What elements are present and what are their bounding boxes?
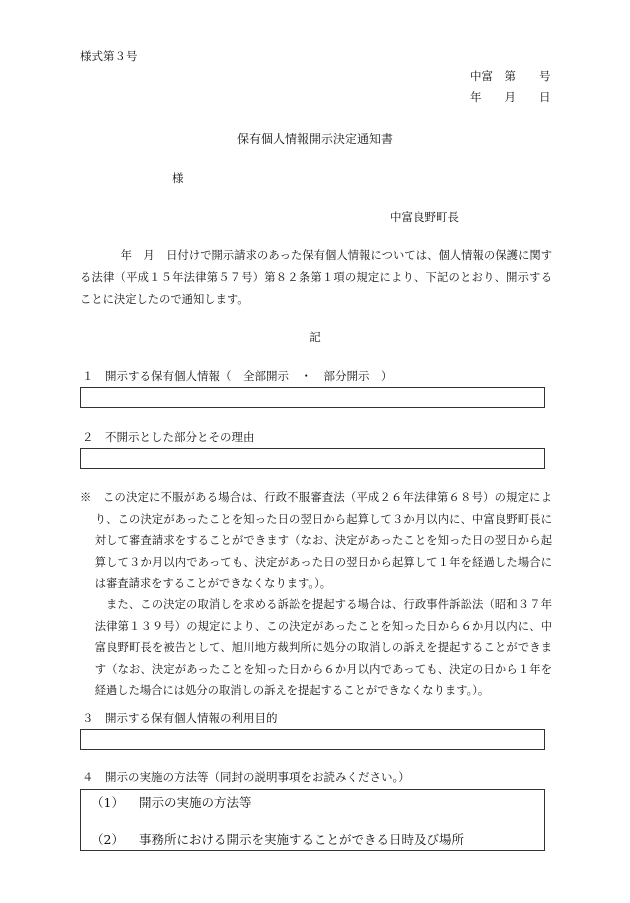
lawsuit-notice: また、この決定の取消しを求める訴訟を提起する場合は、行政事件訴訟法（昭和３７年法律第１３９号）の規定により、この決定があったことを知った日から６か月以内に、中富良野町長を被告として、旭川地方裁判所に処分の取消しの訴えを提起することができます（なお、決定があったことを知った日から６か月以内であっても、決定の日から１年を経過した場合には処分の取消しの訴えを提起することができなくなります。）。 — [94, 598, 552, 697]
section-4-item — [91, 795, 252, 810]
section-4-field[interactable] — [80, 789, 545, 851]
item-number: （2） — [91, 832, 124, 847]
addressee-label: 様 — [172, 171, 184, 185]
form-number: 様式第３号 — [80, 49, 138, 63]
issuer-name: 中富良野町長 — [390, 210, 459, 224]
section-3-heading: ３ 開示する保有個人情報の利用目的 — [82, 711, 278, 725]
item-label: 開示の実施の方法等 — [139, 795, 252, 810]
document-number: 中富 第 号 — [470, 69, 551, 83]
body-paragraph: 年 月 日付けで開示請求のあった保有個人情報については、個人情報の保護に関する法律（平成１５年法律第５７号）第８２条第１項の規定により、下記のとおり、開示することに決定したので通知します。 — [80, 249, 552, 306]
section-4-item — [91, 832, 464, 847]
document-date: 年 月 日 — [470, 90, 551, 104]
appeal-notice: ※ この決定に不服がある場合は、行政不服審査法（平成２６年法律第６８号）の規定により、この決定があったことを知った日の翌日から起算して３か月以内に、中富良野町長に対して審査請求をすることができます（なお、決定があったことを知った日の翌日から起算して３か月以内であっても、決定があった日の翌日から起算して１年を経過した場合には審査請求をすることができなくなります。）。 — [80, 491, 552, 590]
section-4-heading: ４ 開示の実施の方法等（同封の説明事項をお読みください。） — [82, 770, 410, 784]
section-2-heading: ２ 不開示とした部分とその理由 — [82, 430, 255, 444]
section-2-field[interactable] — [80, 448, 545, 469]
item-number: （1） — [91, 795, 124, 810]
ki-marker: 記 — [309, 330, 321, 344]
item-label: 事務所における開示を実施することができる日時及び場所 — [139, 832, 465, 847]
section-1-heading: １ 開示する保有個人情報（ 全部開示 ・ 部分開示 ） — [82, 369, 393, 383]
section-3-field[interactable] — [80, 729, 545, 750]
section-1-field[interactable] — [80, 387, 545, 408]
document-title: 保有個人情報開示決定通知書 — [236, 132, 393, 146]
